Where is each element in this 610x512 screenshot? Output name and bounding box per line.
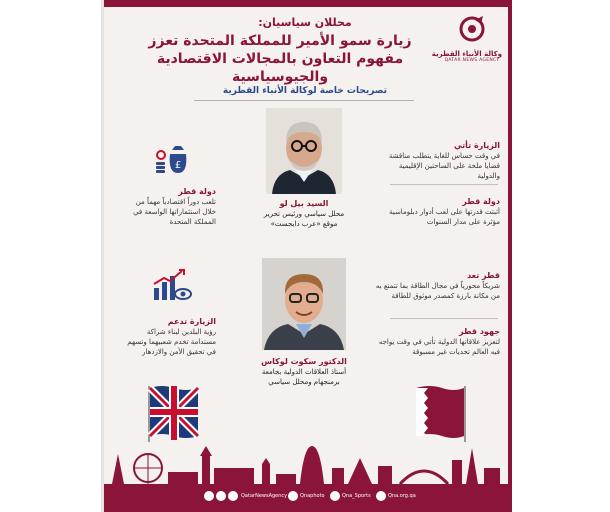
right-block-body: شريكاً محورياً في مجال الطاقة بما تتمتع به من مكانة بارزة كمصدر موثوق للطاقة bbox=[375, 282, 500, 300]
person-role: أستاذ العلاقات الدولية بجامعة برمنجهام ومحلل سياسي bbox=[261, 368, 347, 386]
growth-chart-icon bbox=[152, 268, 192, 308]
right-block-title: قطر تعد bbox=[467, 271, 500, 280]
social-handle[interactable]: Qna_Sports bbox=[342, 493, 371, 499]
skyline-icon bbox=[104, 438, 508, 494]
x-icon[interactable] bbox=[228, 491, 238, 501]
left-block-2 bbox=[120, 316, 216, 357]
uk-flag-icon bbox=[148, 386, 200, 446]
person-2-caption bbox=[254, 356, 354, 387]
right-block-title: جهود قطر bbox=[459, 327, 500, 336]
agency-name-ar: وكالة الأنباء القطرية bbox=[431, 50, 502, 58]
qatar-flag-icon bbox=[412, 386, 468, 446]
right-block-body: في وقت حساس للغاية يتطلب مناقشة قضايا ملحة على الساحتين الإقليمية والدولية bbox=[388, 152, 500, 180]
agency-name-en: QATAR NEWS AGENCY bbox=[444, 58, 500, 63]
web-icon[interactable] bbox=[376, 491, 386, 501]
kicker: محللان سياسيان: bbox=[258, 16, 352, 29]
person-name: الدكتور سكوت لوكاس bbox=[261, 357, 347, 366]
qna-logo bbox=[431, 14, 502, 64]
right-block-2 bbox=[372, 196, 500, 227]
footer-bar bbox=[104, 488, 508, 512]
headline: زيارة سمو الأمير للمملكة المتحدة تعزز مفهوم التعاون بالمجالات الاقتصادية والجيوسياسية bbox=[148, 33, 412, 85]
social-handle[interactable]: Qnaphoto bbox=[300, 493, 325, 499]
qna-logo-icon bbox=[455, 14, 489, 44]
portrait-bill-law bbox=[266, 108, 342, 194]
right-block-title: الزيارة تأتي bbox=[454, 141, 500, 150]
left-block-body: تلعب دوراً اقتصادياً مهماً من خلال استثماراتها الواسعة في المملكة المتحدة bbox=[133, 198, 216, 226]
person-name: السيد بيل لو bbox=[279, 199, 329, 208]
social-icons[interactable] bbox=[204, 491, 214, 501]
person-role: محلل سياسي ورئيس تحرير موقع «عرب دايجست» bbox=[263, 210, 345, 228]
portrait-scott-lucas bbox=[262, 258, 346, 350]
right-block-body: أثبتت قدرتها على لعب أدوار دبلوماسية مؤثرة على مدار السنوات bbox=[389, 208, 500, 226]
person-1-caption bbox=[262, 198, 346, 229]
right-block-4 bbox=[372, 326, 500, 357]
right-block-1 bbox=[378, 140, 500, 181]
left-block-title: الزيارة تدعم bbox=[167, 317, 216, 326]
x-icon[interactable] bbox=[330, 491, 340, 501]
left-block-title: دولة قطر bbox=[178, 187, 216, 196]
top-bar bbox=[104, 0, 508, 7]
facebook-icon[interactable] bbox=[216, 491, 226, 501]
right-block-3 bbox=[372, 270, 500, 301]
social-handle[interactable]: Qna.org.qa bbox=[388, 493, 416, 499]
divider bbox=[390, 318, 498, 319]
subhead-rule bbox=[194, 100, 414, 101]
divider bbox=[390, 184, 498, 185]
left-block-body: رؤية البلدين لبناء شراكة مستدامة تخدم شعبيهما وتسهم في تحقيق الأمن والازدهار bbox=[127, 328, 216, 356]
subhead: تصريحات خاصة لوكالة الأنباء القطرية bbox=[222, 86, 388, 96]
right-strip bbox=[508, 0, 512, 512]
money-bag-icon bbox=[154, 140, 192, 180]
right-block-title: دولة قطر bbox=[462, 197, 500, 206]
social-handle[interactable]: QatarNewsAgency bbox=[241, 493, 288, 499]
svg-text:£: £ bbox=[174, 160, 182, 171]
right-block-body: لتعزيز علاقاتها الدولية تأتي في وقت يواجه فيه العالم تحديات غير مسبوقة bbox=[378, 338, 500, 356]
instagram-icon[interactable] bbox=[288, 491, 298, 501]
left-block-1 bbox=[120, 186, 216, 227]
